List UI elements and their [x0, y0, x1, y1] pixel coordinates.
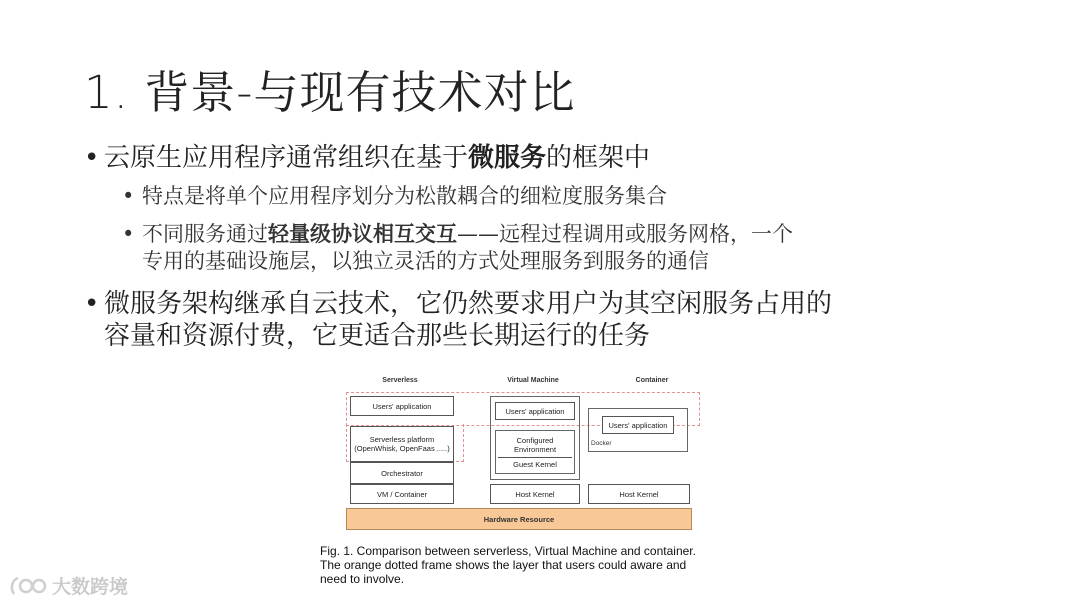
slide-title: 1. 背景-与现有技术对比 — [84, 66, 576, 119]
bullet-glyph: • — [84, 289, 100, 319]
header-container: Container — [635, 377, 669, 384]
bullet-bold-text: 微服务 — [468, 143, 547, 173]
bullet-text: 的框架中 — [546, 143, 651, 173]
bullet-text: 不同服务通过 — [142, 222, 268, 246]
vm-container: VM / Container — [350, 484, 454, 504]
serverless-platform-label: Serverless platform — [369, 435, 435, 444]
bullet-text: 专用的基础设施层，以独立灵活的方式处理服务到服务的通信 — [142, 249, 709, 273]
bullet-glyph: • — [122, 222, 135, 246]
vm-users-application: Users' application — [495, 402, 575, 420]
guest-kernel: Guest Kernel — [498, 457, 572, 471]
hardware-resource: Hardware Resource — [346, 508, 692, 530]
configured-environment: Configured Environment — [513, 436, 557, 454]
comparison-diagram — [340, 370, 710, 538]
bullet-glyph: • — [122, 184, 135, 208]
caption-line: need to involve. — [320, 572, 405, 586]
bullet-text: ——远程过程调用或服务网格，一个 — [457, 222, 793, 246]
caption-line: The orange dotted frame shows the layer that users could aware and — [320, 558, 687, 572]
header-serverless: Serverless — [382, 377, 418, 384]
serverless-platform-examples: (OpenWhisk, OpenFaas .....) — [354, 444, 450, 453]
serverless-users-application: Users' application — [350, 396, 454, 416]
bullet-text: 微服务架构继承自云技术，它仍然要求用户为其空闲服务占用的 — [104, 289, 833, 319]
docker-label: Docker — [591, 440, 612, 447]
bullet-microservices — [84, 142, 650, 174]
vm-host-kernel: Host Kernel — [490, 484, 580, 504]
bullet-text: 容量和资源付费，它更适合那些长期运行的任务 — [104, 321, 651, 351]
figure-caption — [320, 544, 740, 586]
orchestrator: Orchestrator — [350, 462, 454, 484]
header-virtual-machine: Virtual Machine — [507, 377, 559, 384]
bullet-glyph: • — [84, 143, 100, 173]
bullet-text: 特点是将单个应用程序划分为松散耦合的细粒度服务集合 — [142, 184, 667, 208]
watermark — [8, 572, 128, 599]
caption-line: Fig. 1. Comparison between serverless, Virtual Machine and container. — [320, 544, 696, 558]
bullet-bold-text: 轻量级协议相互交互 — [268, 222, 457, 246]
watermark-text: 大数跨境 — [52, 576, 129, 598]
watermark-logo-icon — [8, 574, 48, 598]
sub-bullet-protocols — [122, 221, 793, 275]
container-users-application: Users' application — [602, 416, 674, 434]
sub-bullet-characteristics — [122, 183, 667, 210]
bullet-text: 云原生应用程序通常组织在基于 — [104, 143, 469, 173]
bullet-microservice-architecture — [84, 288, 832, 352]
container-host-kernel: Host Kernel — [588, 484, 690, 504]
serverless-platform — [350, 426, 454, 462]
